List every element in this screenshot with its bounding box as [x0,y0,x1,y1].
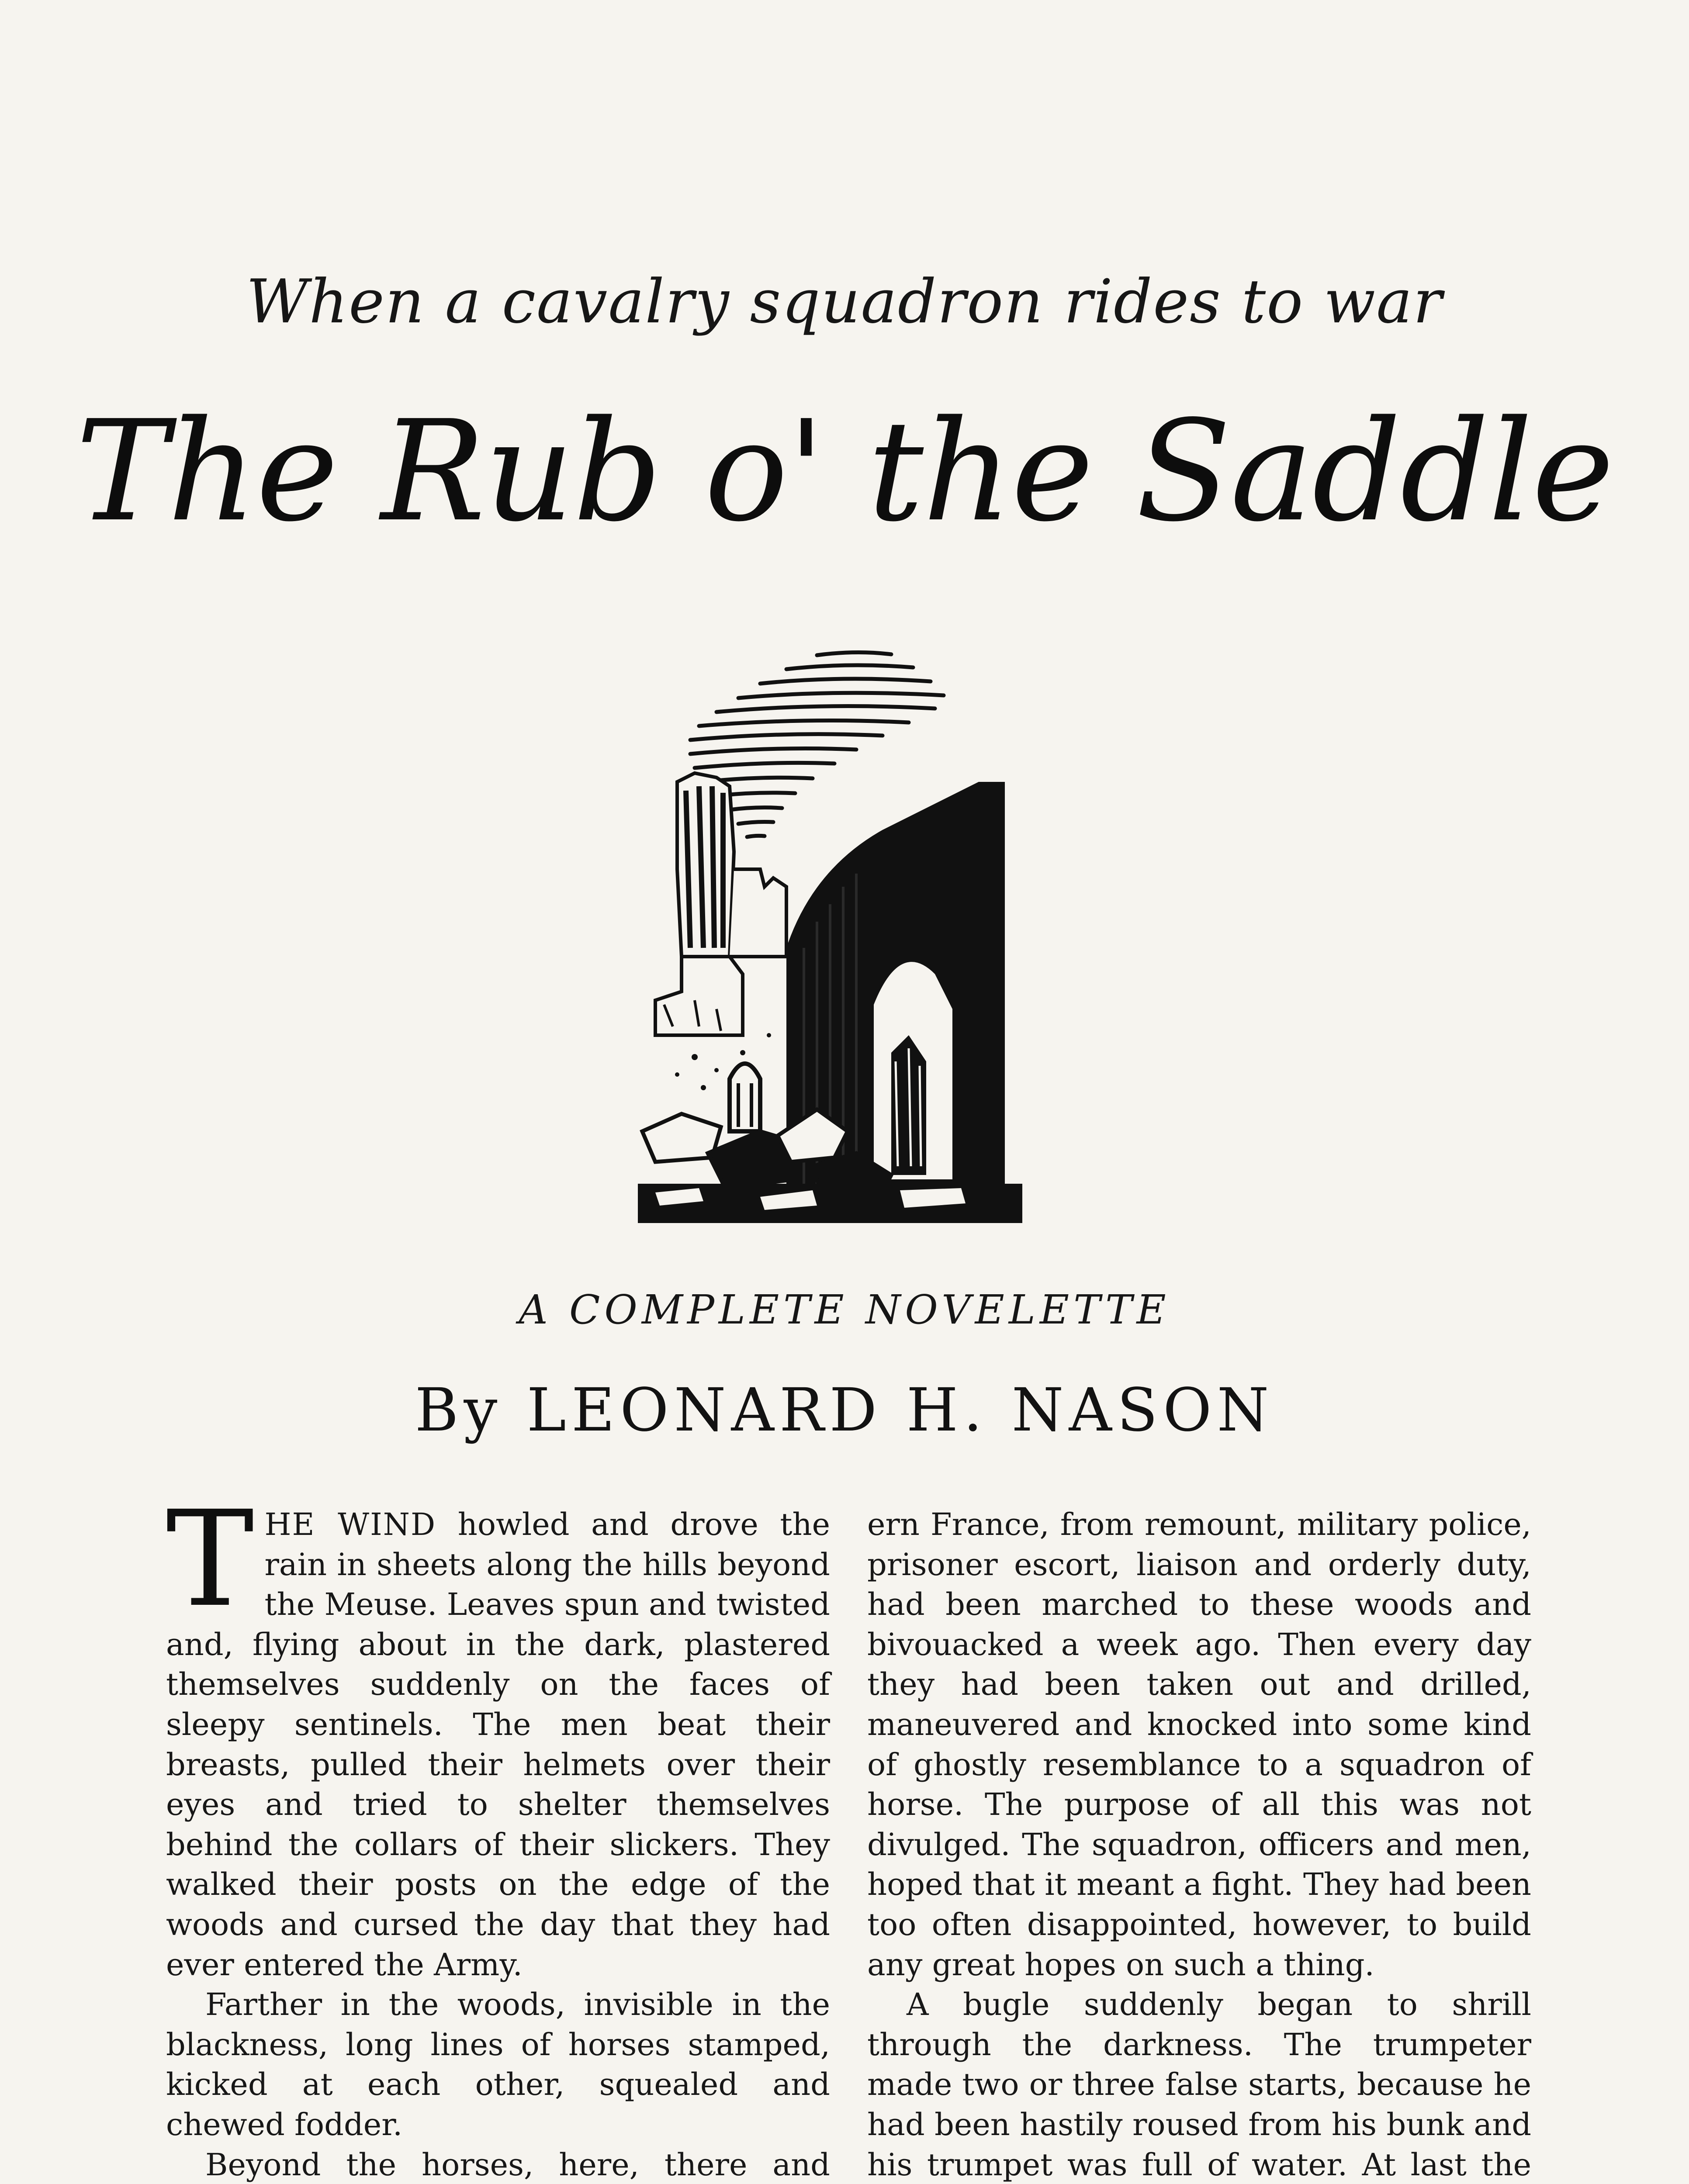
story-subtitle: A COMPLETE NOVELETTE [519,1286,1170,1333]
article-paragraph [166,1483,831,1985]
story-tagline: When a cavalry squadron rides to war [246,266,1443,337]
article-paragraph: ern France, from remount, military police, prisoner escort, liaison and orderly duty, had been marched to these woods and bivouacked a week ago. Then every day they had been taken out and drilled, maneuvered and knocked into some kind of ghostly resemblance to a squadron of horse. The purpose of all this was not divulged. The squadron, officers and men, hoped that it meant a fight. They had been too often disappointed, however, to build any great hopes on such a thing. [867,1507,1531,1983]
story-title: The Rub o' the Saddle [76,390,1613,552]
drop-cap: T [166,1483,254,1636]
article-paragraph: Beyond the horses, here, there and [205,2146,830,2183]
ground [638,1184,1022,1223]
article-paragraph: Farther in the woods, invisible in the blackness, long lines of horses stamped, kicked at each other, squealed and chewed fodder. [166,1987,830,2143]
ruined-church-illustration [629,642,1031,1236]
gothic-window [730,1064,760,1131]
article-column-left [166,1483,831,2184]
author-byline: By LEONARD H. NASON [415,1376,1274,1445]
article-paragraph: A bugle suddenly began to shrill through the darkness. The trumpeter made two or three false starts, because he had been hastily roused from his bunk and his trumpet was full of water. At last the [867,1987,1531,2183]
article-column-right [867,1505,1531,2184]
lead-words: HE WIND [264,1507,436,1542]
paragraph-text: howled and drove the rain in sheets along the hills beyond the Meuse. Leaves spun and twisted and, flying about in the dark, plastered themselves suddenly on the faces of sleepy sentinels. The men beat their breasts, pulled their helmets over their eyes and tried to shelter themselves behind the collars of their slickers. They walked their posts on the edge of the woods and cursed the day that they had ever entered the Army. [166,1507,831,1983]
ruined-tower [655,773,786,1035]
